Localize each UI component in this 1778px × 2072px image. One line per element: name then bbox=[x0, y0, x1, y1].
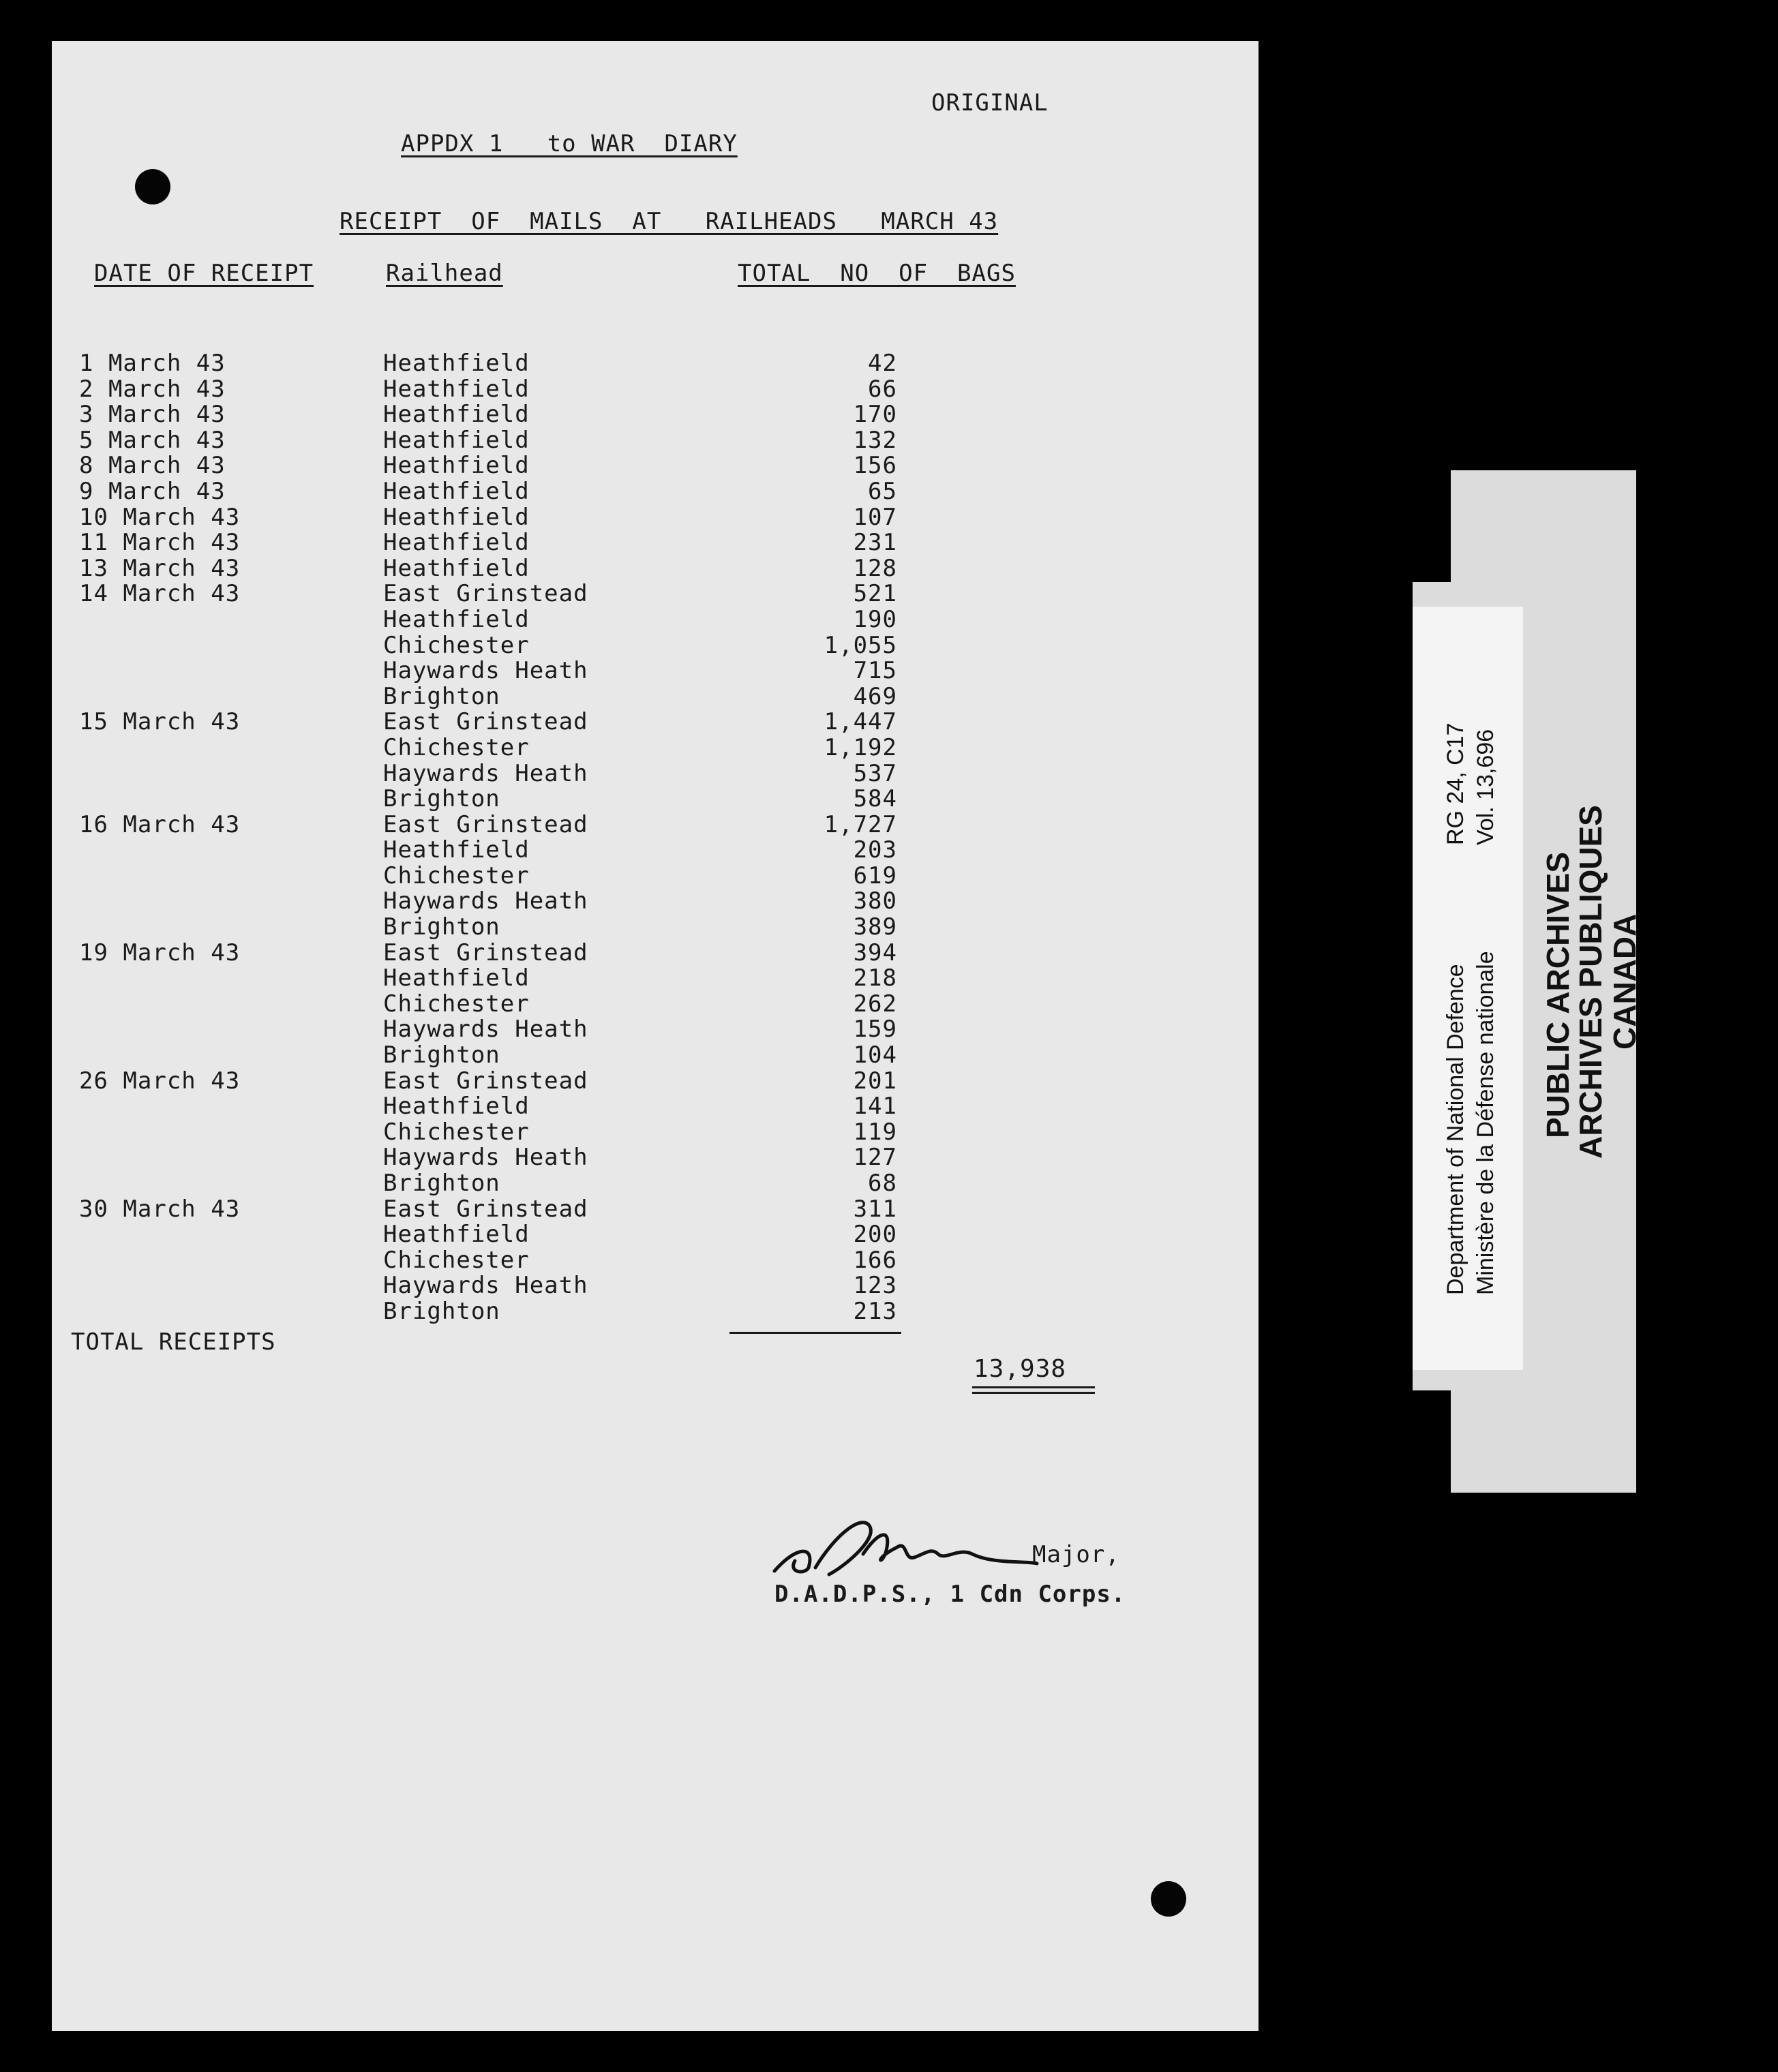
table-row bbox=[52, 1222, 1259, 1248]
table-row bbox=[52, 530, 1259, 556]
table-row bbox=[52, 402, 1259, 428]
table-row bbox=[52, 453, 1259, 479]
original-stamp: ORIGINAL bbox=[931, 89, 1049, 117]
total-label: TOTAL RECEIPTS bbox=[71, 1328, 276, 1356]
handwritten-signature bbox=[768, 1506, 1040, 1581]
table-row bbox=[52, 1145, 1259, 1171]
row-date: 30 March 43 bbox=[79, 1195, 241, 1223]
row-bags: 584 bbox=[853, 785, 897, 813]
row-railhead: Chichester bbox=[383, 1246, 530, 1274]
punch-hole bbox=[1151, 1881, 1186, 1917]
row-bags: 66 bbox=[868, 375, 897, 403]
row-bags: 380 bbox=[853, 887, 897, 915]
row-railhead: Brighton bbox=[383, 1041, 500, 1069]
table-row bbox=[52, 838, 1259, 864]
archive-dept-en: Department of National Defence bbox=[1443, 964, 1468, 1295]
row-bags: 127 bbox=[853, 1144, 897, 1172]
archive-dept-fr: Ministère de la Défense nationale bbox=[1473, 951, 1498, 1295]
row-bags: 203 bbox=[853, 836, 897, 864]
table-row bbox=[52, 889, 1259, 915]
table-row bbox=[52, 581, 1259, 607]
row-railhead: Heathfield bbox=[383, 350, 530, 377]
signature-position: D.A.D.P.S., 1 Cdn Corps. bbox=[774, 1581, 1126, 1608]
row-bags: 213 bbox=[853, 1297, 897, 1325]
row-bags: 231 bbox=[853, 529, 897, 557]
total-double-rule-1 bbox=[972, 1386, 1095, 1388]
row-bags: 159 bbox=[853, 1016, 897, 1043]
row-railhead: Haywards Heath bbox=[383, 657, 588, 685]
row-railhead: East Grinstead bbox=[383, 1067, 588, 1095]
row-railhead: Chichester bbox=[383, 990, 530, 1018]
table-row bbox=[52, 505, 1259, 531]
row-bags: 42 bbox=[868, 350, 897, 377]
table-row bbox=[52, 351, 1259, 377]
row-railhead: Haywards Heath bbox=[383, 1272, 588, 1300]
row-railhead: East Grinstead bbox=[383, 810, 588, 838]
punch-hole bbox=[135, 169, 170, 204]
row-railhead: Chichester bbox=[383, 733, 530, 761]
archive-name-fr: ARCHIVES PUBLIQUES bbox=[1573, 805, 1608, 1159]
row-bags: 107 bbox=[853, 503, 897, 531]
table-row bbox=[52, 607, 1259, 633]
row-railhead: Haywards Heath bbox=[383, 1144, 588, 1172]
row-railhead: Heathfield bbox=[383, 401, 530, 429]
table-row bbox=[52, 710, 1259, 735]
row-railhead: Heathfield bbox=[383, 503, 530, 531]
row-bags: 619 bbox=[853, 862, 897, 889]
row-date: 13 March 43 bbox=[79, 554, 241, 582]
row-railhead: Brighton bbox=[383, 1297, 500, 1325]
row-bags: 119 bbox=[853, 1118, 897, 1146]
row-date: 26 March 43 bbox=[79, 1067, 241, 1095]
table-row bbox=[52, 1069, 1259, 1095]
table-row bbox=[52, 1017, 1259, 1043]
row-railhead: Heathfield bbox=[383, 1221, 530, 1249]
row-railhead: Brighton bbox=[383, 913, 500, 941]
table-row bbox=[52, 992, 1259, 1018]
archive-volume: Vol. 13,696 bbox=[1473, 729, 1498, 845]
table-row bbox=[52, 915, 1259, 941]
row-railhead: Heathfield bbox=[383, 554, 530, 582]
row-railhead: Haywards Heath bbox=[383, 887, 588, 915]
row-bags: 521 bbox=[853, 580, 897, 608]
row-bags: 156 bbox=[853, 452, 897, 480]
table-row bbox=[52, 1299, 1259, 1325]
row-railhead: East Grinstead bbox=[383, 1195, 588, 1223]
table-row bbox=[52, 787, 1259, 812]
row-bags: 123 bbox=[853, 1272, 897, 1300]
row-date: 16 March 43 bbox=[79, 810, 241, 838]
row-bags: 190 bbox=[853, 605, 897, 633]
row-bags: 1,192 bbox=[824, 733, 897, 761]
row-railhead: Chichester bbox=[383, 862, 530, 889]
signature-rank: Major, bbox=[1032, 1541, 1120, 1568]
row-railhead: Chichester bbox=[383, 631, 530, 659]
row-railhead: East Grinstead bbox=[383, 580, 588, 608]
row-railhead: Heathfield bbox=[383, 452, 530, 480]
row-railhead: Heathfield bbox=[383, 426, 530, 454]
column-header-bags: TOTAL NO OF BAGS bbox=[738, 260, 1016, 287]
subtotal-rule bbox=[729, 1332, 901, 1334]
row-date: 9 March 43 bbox=[79, 477, 226, 505]
row-railhead: Haywards Heath bbox=[383, 759, 588, 787]
table-row bbox=[52, 377, 1259, 403]
total-value: 13,938 bbox=[974, 1355, 1067, 1383]
column-header-date: DATE OF RECEIPT bbox=[94, 260, 314, 287]
row-date: 2 March 43 bbox=[79, 375, 226, 403]
row-date: 8 March 43 bbox=[79, 452, 226, 480]
row-bags: 200 bbox=[853, 1221, 897, 1249]
table-row bbox=[52, 941, 1259, 966]
table-row bbox=[52, 1043, 1259, 1069]
document-page bbox=[52, 41, 1259, 2031]
row-date: 10 March 43 bbox=[79, 503, 241, 531]
table-row bbox=[52, 735, 1259, 761]
row-railhead: Heathfield bbox=[383, 477, 530, 505]
table-row bbox=[52, 1094, 1259, 1120]
row-date: 5 March 43 bbox=[79, 426, 226, 454]
table-row bbox=[52, 1197, 1259, 1223]
row-bags: 1,055 bbox=[824, 631, 897, 659]
row-bags: 170 bbox=[853, 401, 897, 429]
mail-receipts-table bbox=[52, 351, 1259, 1325]
row-date: 15 March 43 bbox=[79, 708, 241, 736]
row-railhead: Chichester bbox=[383, 1118, 530, 1146]
total-double-rule-2 bbox=[972, 1392, 1095, 1394]
archive-ref: RG 24, C17 bbox=[1443, 722, 1468, 845]
table-row bbox=[52, 658, 1259, 684]
row-railhead: Heathfield bbox=[383, 529, 530, 557]
row-date: 14 March 43 bbox=[79, 580, 241, 608]
archive-name-en: PUBLIC ARCHIVES bbox=[1540, 852, 1576, 1138]
row-bags: 201 bbox=[853, 1067, 897, 1095]
column-header-railhead: Railhead bbox=[386, 260, 503, 287]
table-row bbox=[52, 812, 1259, 838]
document-title: RECEIPT OF MAILS AT RAILHEADS MARCH 43 bbox=[340, 208, 999, 235]
table-row bbox=[52, 428, 1259, 454]
row-bags: 537 bbox=[853, 759, 897, 787]
appendix-heading: APPDX 1 to WAR DIARY bbox=[401, 130, 738, 157]
row-bags: 68 bbox=[868, 1170, 897, 1197]
row-bags: 394 bbox=[853, 939, 897, 966]
row-railhead: Brighton bbox=[383, 785, 500, 813]
table-row bbox=[52, 1171, 1259, 1197]
row-railhead: Heathfield bbox=[383, 964, 530, 992]
row-bags: 469 bbox=[853, 682, 897, 710]
row-bags: 132 bbox=[853, 426, 897, 454]
row-bags: 311 bbox=[853, 1195, 897, 1223]
row-bags: 715 bbox=[853, 657, 897, 685]
row-bags: 1,447 bbox=[824, 708, 897, 736]
row-bags: 104 bbox=[853, 1041, 897, 1069]
table-row bbox=[52, 684, 1259, 710]
table-row bbox=[52, 1273, 1259, 1299]
table-row bbox=[52, 864, 1259, 889]
row-railhead: Brighton bbox=[383, 682, 500, 710]
tab-notch-top bbox=[1413, 470, 1451, 582]
table-row bbox=[52, 761, 1259, 787]
row-railhead: East Grinstead bbox=[383, 708, 588, 736]
tab-notch-bottom bbox=[1413, 1390, 1451, 1493]
table-row bbox=[52, 1120, 1259, 1146]
row-bags: 141 bbox=[853, 1093, 897, 1121]
table-row bbox=[52, 966, 1259, 992]
row-bags: 218 bbox=[853, 964, 897, 992]
row-railhead: Brighton bbox=[383, 1170, 500, 1197]
table-row bbox=[52, 479, 1259, 505]
row-railhead: Heathfield bbox=[383, 1093, 530, 1121]
row-railhead: East Grinstead bbox=[383, 939, 588, 966]
archive-country: CANADA bbox=[1607, 913, 1642, 1050]
row-bags: 389 bbox=[853, 913, 897, 941]
row-bags: 128 bbox=[853, 554, 897, 582]
row-date: 19 March 43 bbox=[79, 939, 241, 966]
row-date: 1 March 43 bbox=[79, 350, 226, 377]
row-date: 11 March 43 bbox=[79, 529, 241, 557]
row-bags: 262 bbox=[853, 990, 897, 1018]
row-date: 3 March 43 bbox=[79, 401, 226, 429]
row-railhead: Heathfield bbox=[383, 375, 530, 403]
row-bags: 166 bbox=[853, 1246, 897, 1274]
row-bags: 65 bbox=[868, 477, 897, 505]
row-bags: 1,727 bbox=[824, 810, 897, 838]
table-row bbox=[52, 1248, 1259, 1274]
row-railhead: Haywards Heath bbox=[383, 1016, 588, 1043]
table-row bbox=[52, 633, 1259, 659]
row-railhead: Heathfield bbox=[383, 605, 530, 633]
table-row bbox=[52, 556, 1259, 582]
row-railhead: Heathfield bbox=[383, 836, 530, 864]
